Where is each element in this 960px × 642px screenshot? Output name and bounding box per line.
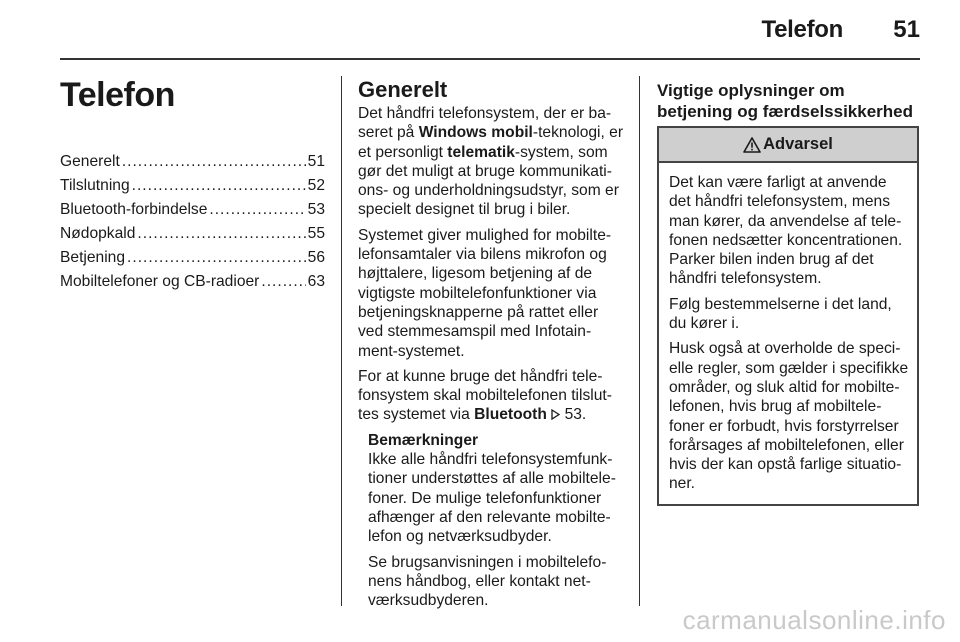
- toc-item[interactable]: Generelt ..... 51: [60, 152, 325, 176]
- warning-paragraph-1: Det kan være farligt at anvende det håndfri telefonsystem, mens man kører, da anvendelse af telefonen nedsætter koncentrationen. Parker bilen inden brug af det håndfri telefonsystem.: [669, 174, 903, 288]
- warning-triangle-icon: [743, 137, 761, 153]
- note-title: Bemærkninger: [368, 431, 479, 449]
- general-paragraph-1: Det håndfri telefonsystem, der er baseret på Windows mobil-teknologi, er et personligt telematik-system, som gør det muligt at bruge kommunikations- og underholdningsudstyr, som er specielt designet til brug i biler.: [358, 105, 624, 219]
- section-title-safety: Vigtige oplysninger om betjening og færdselssikkerhed: [657, 81, 914, 121]
- toc-column: [60, 76, 325, 296]
- note-paragraph-2: Se brugsanvisningen i mobiltelefonens håndbog, eller kontakt netværksudbyderen.: [368, 553, 607, 610]
- toc-item[interactable]: Betjening ..... 56: [60, 248, 325, 272]
- column-divider-1: [341, 76, 342, 606]
- column-divider-2: [639, 76, 640, 606]
- warning-paragraph-3: Husk også at overholde de specielle regler, som gælder i specifikke områder, og sluk altid for mobiltelefonen, hvis brug af mobiltelefoner er forbudt, hvis forstyrrelser forårsages af mobiltelefonen, eller hvis der kan opstå farlige situationer.: [669, 340, 909, 493]
- warning-body: [659, 163, 917, 504]
- general-paragraph-2: Systemet giver mulighed for mobiltelefonsamtaler via bilens mikrofon og højttalere, ligesom betjening af de vigtigste mobiltelefonfunktioner via betjeningsknapperne på rattet eller ved stemmesamspil med Infotainment-systemet.: [358, 226, 612, 360]
- warning-header: [659, 128, 917, 163]
- warning-box: [657, 126, 919, 506]
- safety-column: [657, 76, 919, 506]
- general-paragraph-3: For at kunne bruge det håndfri telefonsystem skal mobiltelefonen tilsluttes systemet via Bluetooth 53.: [358, 367, 612, 424]
- warning-paragraph-2: Følg bestemmelserne i det land, du kører i.: [669, 295, 892, 333]
- section-title-general: Generelt: [358, 77, 448, 102]
- general-column: [358, 76, 624, 616]
- toc-item[interactable]: Tilslutning ..... 52: [60, 176, 325, 200]
- warning-label: Advarsel: [763, 134, 833, 153]
- table-of-contents: [60, 152, 325, 296]
- toc-item[interactable]: Nødopkald ..... 55: [60, 224, 325, 248]
- running-title: Telefon: [761, 16, 843, 43]
- note-paragraph-1: Ikke alle håndfri telefonsystemfunktioner understøttes af alle mobiltelefoner. De mulige telefonfunktioner afhænger af den relevante mobiltelefon og netværksudbyder.: [368, 451, 616, 546]
- header-rule: [60, 58, 920, 60]
- chapter-title: Telefon: [60, 76, 175, 114]
- toc-item[interactable]: Bluetooth-forbindelse ..... 53: [60, 200, 325, 224]
- page-header: [0, 0, 960, 62]
- note-box: [368, 431, 624, 611]
- watermark: carmanualsonline.info: [682, 605, 946, 635]
- page-reference-icon: [551, 406, 560, 423]
- toc-item[interactable]: Mobiltelefoner og CB-radioer ..... 63: [60, 272, 325, 296]
- page-number: 51: [893, 16, 920, 43]
